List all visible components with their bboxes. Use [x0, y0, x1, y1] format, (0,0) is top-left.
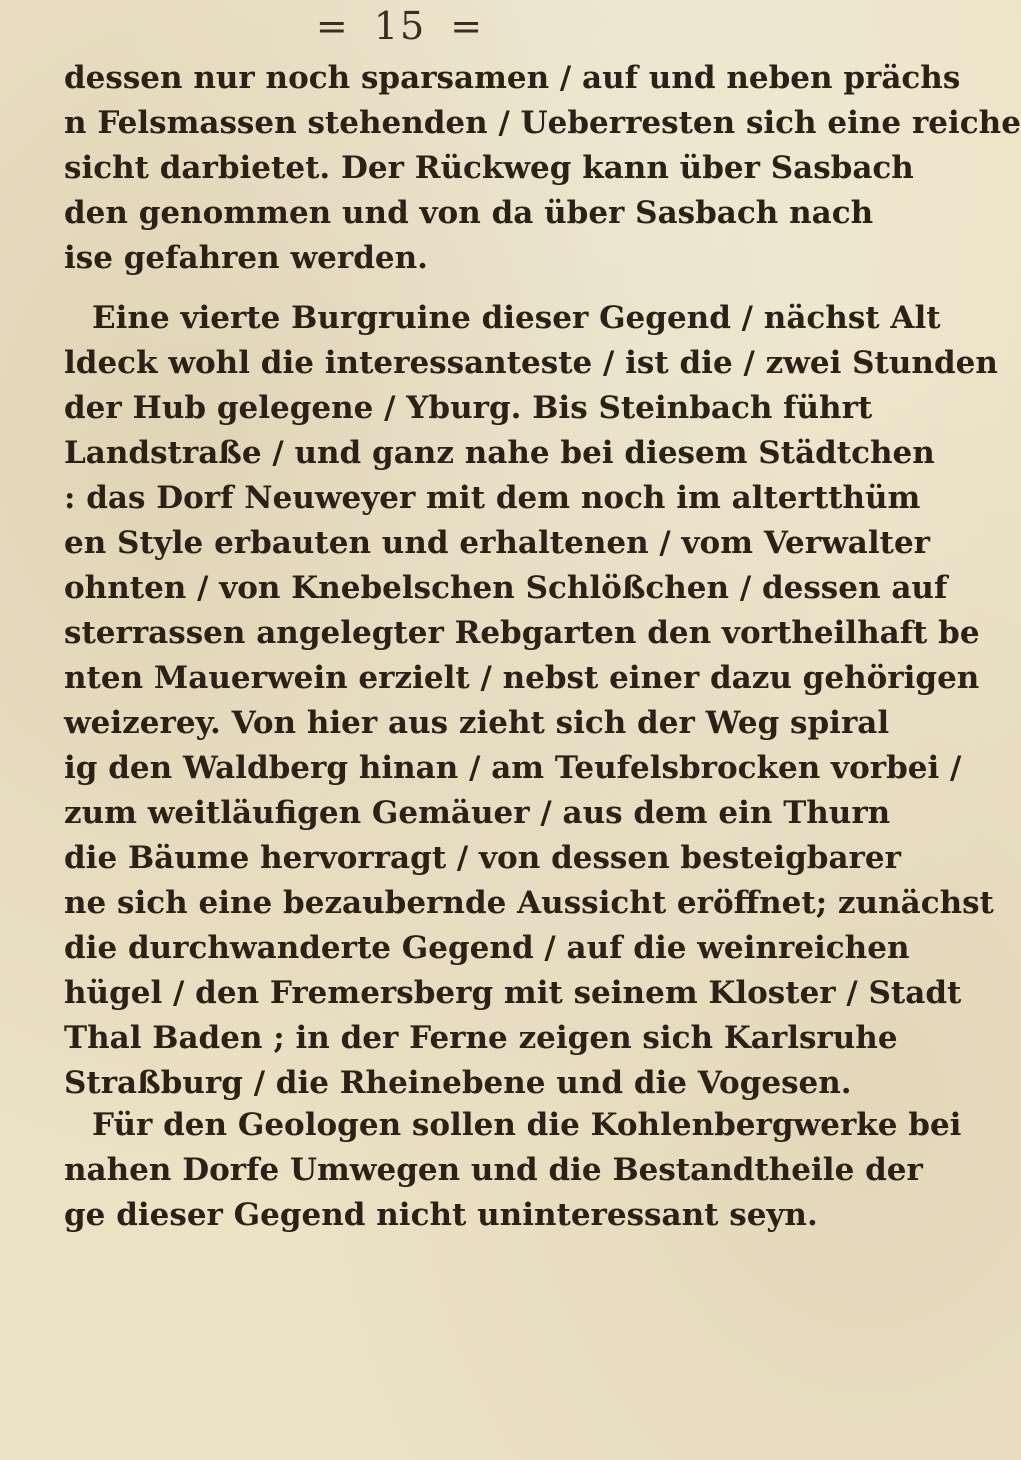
paragraph-3	[64, 1103, 962, 1238]
text-line: ig den Waldberg hinan / am Teufelsbrocken vorbei /	[64, 750, 962, 786]
text-line: ldeck wohl die interessanteste / ist die / zwei Stunden	[64, 345, 998, 381]
text-line: Für den Geologen sollen die Kohlenbergwerke bei	[92, 1107, 962, 1143]
text-line: Straßburg / die Rheinebene und die Vogesen.	[64, 1065, 852, 1101]
text-line: sterrassen angelegter Rebgarten den vortheilhaft be	[64, 615, 980, 651]
text-line: die durchwanderte Gegend / auf die weinreichen	[64, 930, 910, 966]
text-line: en Style erbauten und erhaltenen / vom Verwalter	[64, 525, 931, 561]
paragraph-1	[64, 56, 1021, 281]
header-rule-left: =	[315, 4, 350, 48]
text-line: : das Dorf Neuweyer mit dem noch im altertthüm	[64, 480, 921, 516]
text-line: der Hub gelegene / Yburg. Bis Steinbach führt	[64, 390, 873, 426]
header-rule-right: =	[450, 4, 485, 48]
text-line: den genommen und von da über Sasbach nach	[64, 195, 874, 231]
text-line: dessen nur noch sparsamen / auf und neben prächs	[64, 60, 961, 96]
text-line: ohnten / von Knebelschen Schlößchen / dessen auf	[64, 570, 948, 606]
text-line: Eine vierte Burgruine dieser Gegend / nächst Alt	[92, 300, 941, 336]
text-line: weizerey. Von hier aus zieht sich der Weg spiral	[64, 705, 890, 741]
text-line: Landstraße / und ganz nahe bei diesem Städtchen	[64, 435, 935, 471]
page-number: 15	[373, 4, 427, 48]
text-line: ne sich eine bezaubernde Aussicht eröffnet; zunächst	[64, 885, 994, 921]
text-line: zum weitläufigen Gemäuer / aus dem ein Thurn	[64, 795, 891, 831]
text-line: ge dieser Gegend nicht uninteressant seyn.	[64, 1197, 818, 1233]
page-header	[0, 4, 800, 48]
text-line: nahen Dorfe Umwegen und die Bestandtheile der	[64, 1152, 923, 1188]
text-line: hügel / den Fremersberg mit seinem Kloster / Stadt	[64, 975, 962, 1011]
text-line: Thal Baden ; in der Ferne zeigen sich Karlsruhe	[64, 1020, 898, 1056]
paragraph-2	[64, 296, 998, 1106]
text-line: ise gefahren werden.	[64, 240, 428, 276]
text-line: n Felsmassen stehenden / Ueberresten sich eine reiche	[64, 105, 1021, 141]
text-line: nten Mauerwein erzielt / nebst einer dazu gehörigen	[64, 660, 980, 696]
text-line: sicht darbietet. Der Rückweg kann über Sasbach	[64, 150, 914, 186]
text-line: die Bäume hervorragt / von dessen besteigbarer	[64, 840, 901, 876]
